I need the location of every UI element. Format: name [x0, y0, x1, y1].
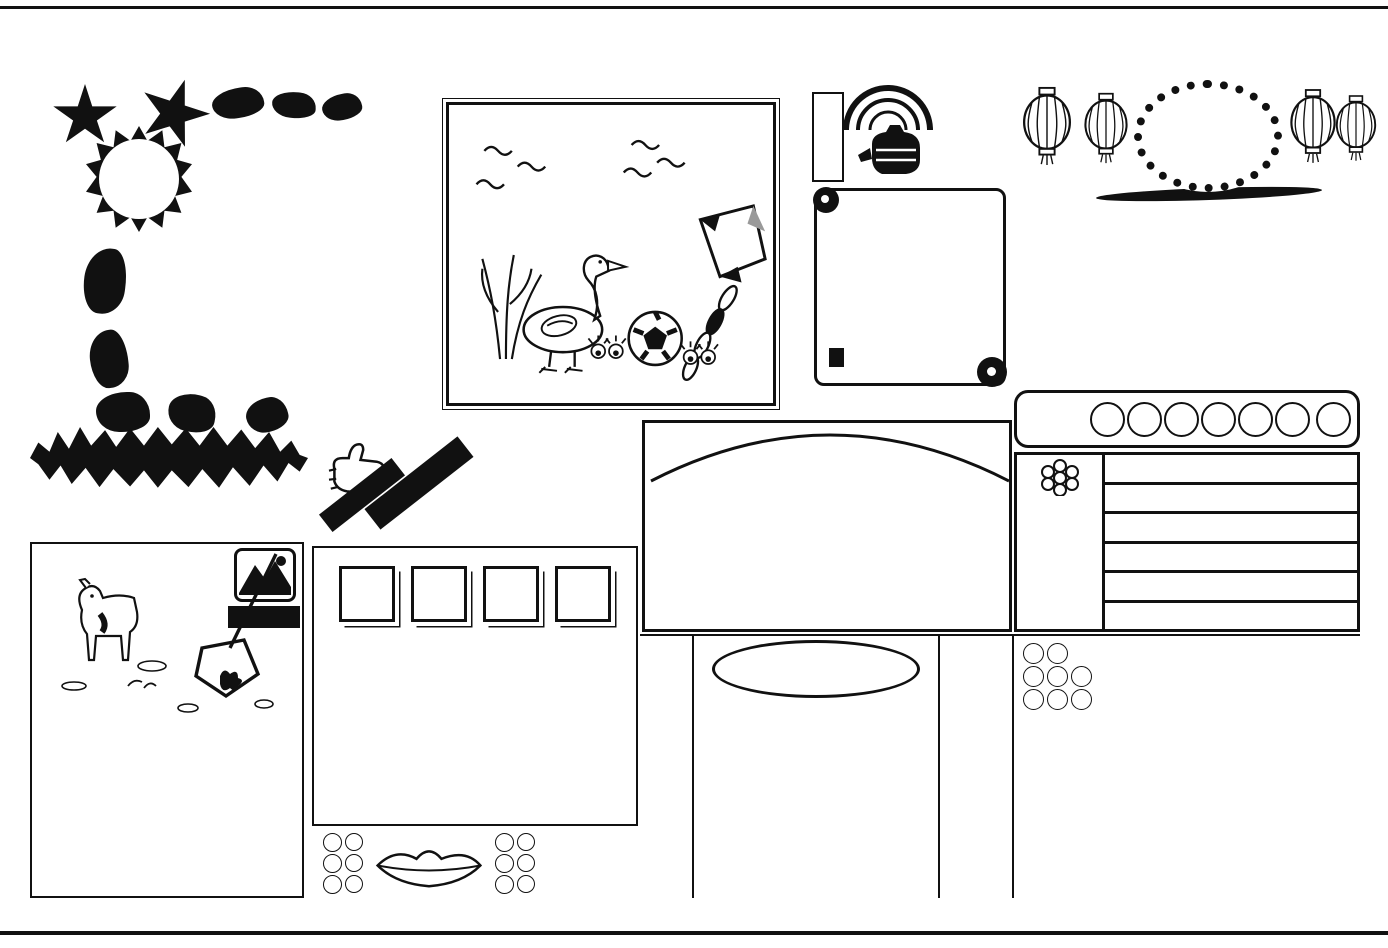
- color-table-row: [1105, 544, 1357, 574]
- strategy-tile: [483, 566, 539, 622]
- strategy-section: [312, 546, 638, 826]
- liuhe-oval-logo: [1134, 80, 1282, 192]
- watch-number: [1047, 666, 1068, 687]
- result-number: [1275, 402, 1310, 437]
- best-right-numbers: [495, 833, 535, 894]
- strategy-tile: [339, 566, 395, 622]
- color-table-row: [1105, 514, 1357, 544]
- color-table-rows: [1105, 455, 1357, 629]
- result-number: [1238, 402, 1273, 437]
- editor-notice: [1016, 302, 1360, 388]
- color-wave-table: [1014, 452, 1360, 632]
- result-number: [1201, 402, 1236, 437]
- lantern-icon: [1332, 94, 1380, 162]
- empty-circle: [345, 875, 363, 893]
- watch-number: [1071, 689, 1092, 710]
- previous-result-box: [1014, 390, 1360, 448]
- flower-icon: [1038, 458, 1082, 496]
- football-icon: [629, 312, 682, 365]
- puzzle-picture: [420, 80, 802, 428]
- scroll-illustration: [814, 188, 1006, 386]
- editor-warning-section: [810, 78, 1010, 422]
- watch-number: [1023, 689, 1044, 710]
- border-left: [2, 60, 24, 900]
- lantern-icon: [1018, 86, 1076, 166]
- divider: [692, 636, 694, 898]
- result-label: [1022, 409, 1089, 428]
- teapot-icon: [852, 118, 932, 184]
- empty-circle: [517, 854, 535, 872]
- empty-circle: [345, 854, 363, 872]
- watch-number: [1047, 689, 1068, 710]
- color-table-label-cell: [1017, 455, 1105, 629]
- empty-circle: [345, 833, 363, 851]
- ring-border-top: [420, 78, 802, 100]
- best-number: [495, 854, 514, 873]
- lips-illustration: [370, 834, 488, 892]
- result-special-number: [1316, 402, 1351, 437]
- picture-explain-text: [38, 710, 300, 894]
- result-number: [1090, 402, 1125, 437]
- result-number: [1164, 402, 1199, 437]
- mountain-icon: [237, 551, 293, 599]
- picture-explain-box: [30, 542, 304, 898]
- strategy-body-text: [314, 634, 636, 638]
- birds-icon: [476, 141, 684, 188]
- watch-number: [1071, 666, 1092, 687]
- scroll-curl-icon: [813, 187, 839, 213]
- divider: [640, 634, 1360, 636]
- prize-poem-section: [642, 420, 1012, 632]
- arc-decoration: [645, 423, 1012, 483]
- ink-blob: [320, 91, 364, 124]
- watch-line-blue: [1020, 666, 1360, 687]
- best-left-numbers: [323, 833, 363, 894]
- best-number: [323, 875, 342, 894]
- vertical-slogan-left: [642, 642, 688, 898]
- divider: [1012, 636, 1014, 898]
- seal-icon: [829, 348, 844, 367]
- check-code-poem: [700, 640, 932, 898]
- watch-number: [1047, 643, 1068, 664]
- scroll-text: [847, 201, 989, 371]
- story-text: [150, 106, 308, 432]
- best-numbers-strip: [312, 828, 638, 898]
- divider: [938, 636, 940, 898]
- strategy-tile: [555, 566, 611, 622]
- border-right: [1364, 60, 1386, 900]
- best-number: [495, 875, 514, 894]
- ring-border-right: [782, 98, 802, 410]
- li-qingping-banner: [30, 427, 308, 489]
- ink-blob: [87, 328, 131, 390]
- border-top: [26, 53, 1362, 75]
- strategy-tile: [411, 566, 467, 622]
- color-table-row: [1105, 485, 1357, 515]
- empty-circle: [517, 833, 535, 851]
- bottom-rule: [0, 931, 1388, 935]
- color-table-row: [1105, 573, 1357, 603]
- puzzle-scene: [446, 102, 776, 406]
- vertical-slogan-right: [946, 642, 1006, 898]
- special-chase-section: [312, 424, 638, 544]
- ink-blob: [80, 245, 131, 316]
- lips-icon: [370, 834, 488, 892]
- check-poem-title: [712, 640, 920, 698]
- watch-number: [1023, 643, 1044, 664]
- jiehua-badge: [228, 606, 300, 628]
- best-number: [323, 833, 342, 852]
- empty-circle: [517, 875, 535, 893]
- border-bottom: [26, 901, 1362, 923]
- watch-line: [1020, 643, 1360, 664]
- color-table-row: [1105, 603, 1357, 630]
- top-rule: [0, 6, 1388, 9]
- strategy-header: [314, 548, 636, 634]
- ring-border-left: [420, 98, 440, 410]
- this-issue-section: [1020, 638, 1360, 898]
- mountain-frame: [234, 548, 296, 602]
- watch-line-red: [1020, 689, 1360, 710]
- color-table-row: [1105, 455, 1357, 485]
- chase-body-text: [432, 439, 628, 531]
- best-number: [495, 833, 514, 852]
- puzzle-drawing: [449, 105, 773, 403]
- lantern-icon: [1080, 92, 1132, 164]
- ink-blob: [96, 392, 150, 432]
- watch-number: [1023, 666, 1044, 687]
- result-number: [1127, 402, 1162, 437]
- best-number: [323, 854, 342, 873]
